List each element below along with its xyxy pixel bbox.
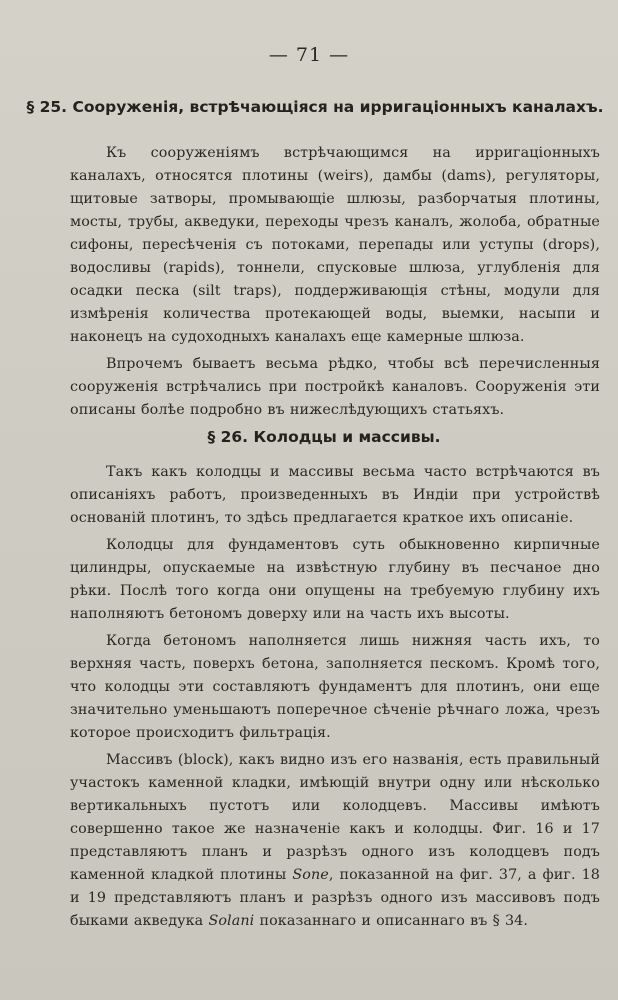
section-26-heading: § 26. Колодцы и массивы. [207,428,441,446]
section-26-paragraph-2: Колодцы для фундаментовъ суть обыкновенно кирпичные цилиндры, опускаемые на извѣстную глубину въ песчаное дно рѣки. Послѣ того когда они опущены на требуемую глубину ихъ наполняютъ бетономъ доверху или на часть ихъ высоты. [70,537,600,622]
section-26-body [70,461,600,933]
italic-place-name: Solani [208,913,255,929]
paragraph-text: , показанной на фиг. 37, а фиг. 18 и 19 представляютъ планъ и разрѣзъ одного изъ массивовъ подъ быками акведука [70,867,600,929]
section-25-heading: § 25. Сооруженія, встрѣчающіяся на ирригаціонныхъ каналахъ. [26,98,604,116]
section-25-body [70,142,600,422]
italic-place-name: Sone [292,867,329,883]
section-26-paragraph-3: Когда бетономъ наполняется лишь нижняя часть ихъ, то верхняя часть, поверхъ бетона, заполняется пескомъ. Кромѣ того, что колодцы эти составляютъ фундаментъ для плотинъ, они еще значительно уменьшаютъ поперечное сѣченіе рѣчнаго ложа, чрезъ которое происходитъ фильтрація. [70,633,600,741]
section-25-paragraph-1: Къ сооруженіямъ встрѣчающимся на ирригаціонныхъ каналахъ, относятся плотины (weirs), дамбы (dams), регуляторы, щитовые затворы, промывающіе шлюзы, разборчатыя плотины, мосты, трубы, акведуки, переходы чрезъ каналъ, жолоба, обратные сифоны, пересѣченія съ потоками, перепады или уступы (drops), водосливы (rapids), тоннели, спусковые шлюза, углубленія для осадки песка (silt traps), поддерживающія стѣны, модули для измѣренія количества протекающей воды, выемки, насыпи и наконецъ на судоходныхъ каналахъ еще камерные шлюза. [70,145,600,345]
paragraph-text: Массивъ (block), какъ видно изъ его названія, есть правильный участокъ каменной кладки, имѣющій внутри одну или нѣсколько вертикальныхъ пустотъ или колодцевъ. Массивы имѣютъ совершенно такое же назначеніе какъ и колодцы. Фиг. 16 и 17 представляютъ планъ и разрѣзъ одного изъ колодцевъ подъ каменной кладкой плотины [70,752,600,883]
section-26-paragraph-1: Такъ какъ колодцы и массивы весьма часто встрѣчаются въ описаніяхъ работъ, произведенныхъ въ Индіи при устройствѣ основаній плотинъ, то здѣсь предлагается краткое ихъ описаніе. [70,464,600,526]
paragraph-text: показаннаго и описаннаго въ § 34. [254,913,529,929]
page-number: — 71 — [268,44,350,66]
section-26-paragraph-4 [70,749,600,933]
section-25-paragraph-2: Впрочемъ бываетъ весьма рѣдко, чтобы всѣ перечисленныя сооруженія встрѣчались при постройкѣ каналовъ. Сооруженія эти описаны болѣе подробно въ нижеслѣдующихъ статьяхъ. [70,356,600,418]
